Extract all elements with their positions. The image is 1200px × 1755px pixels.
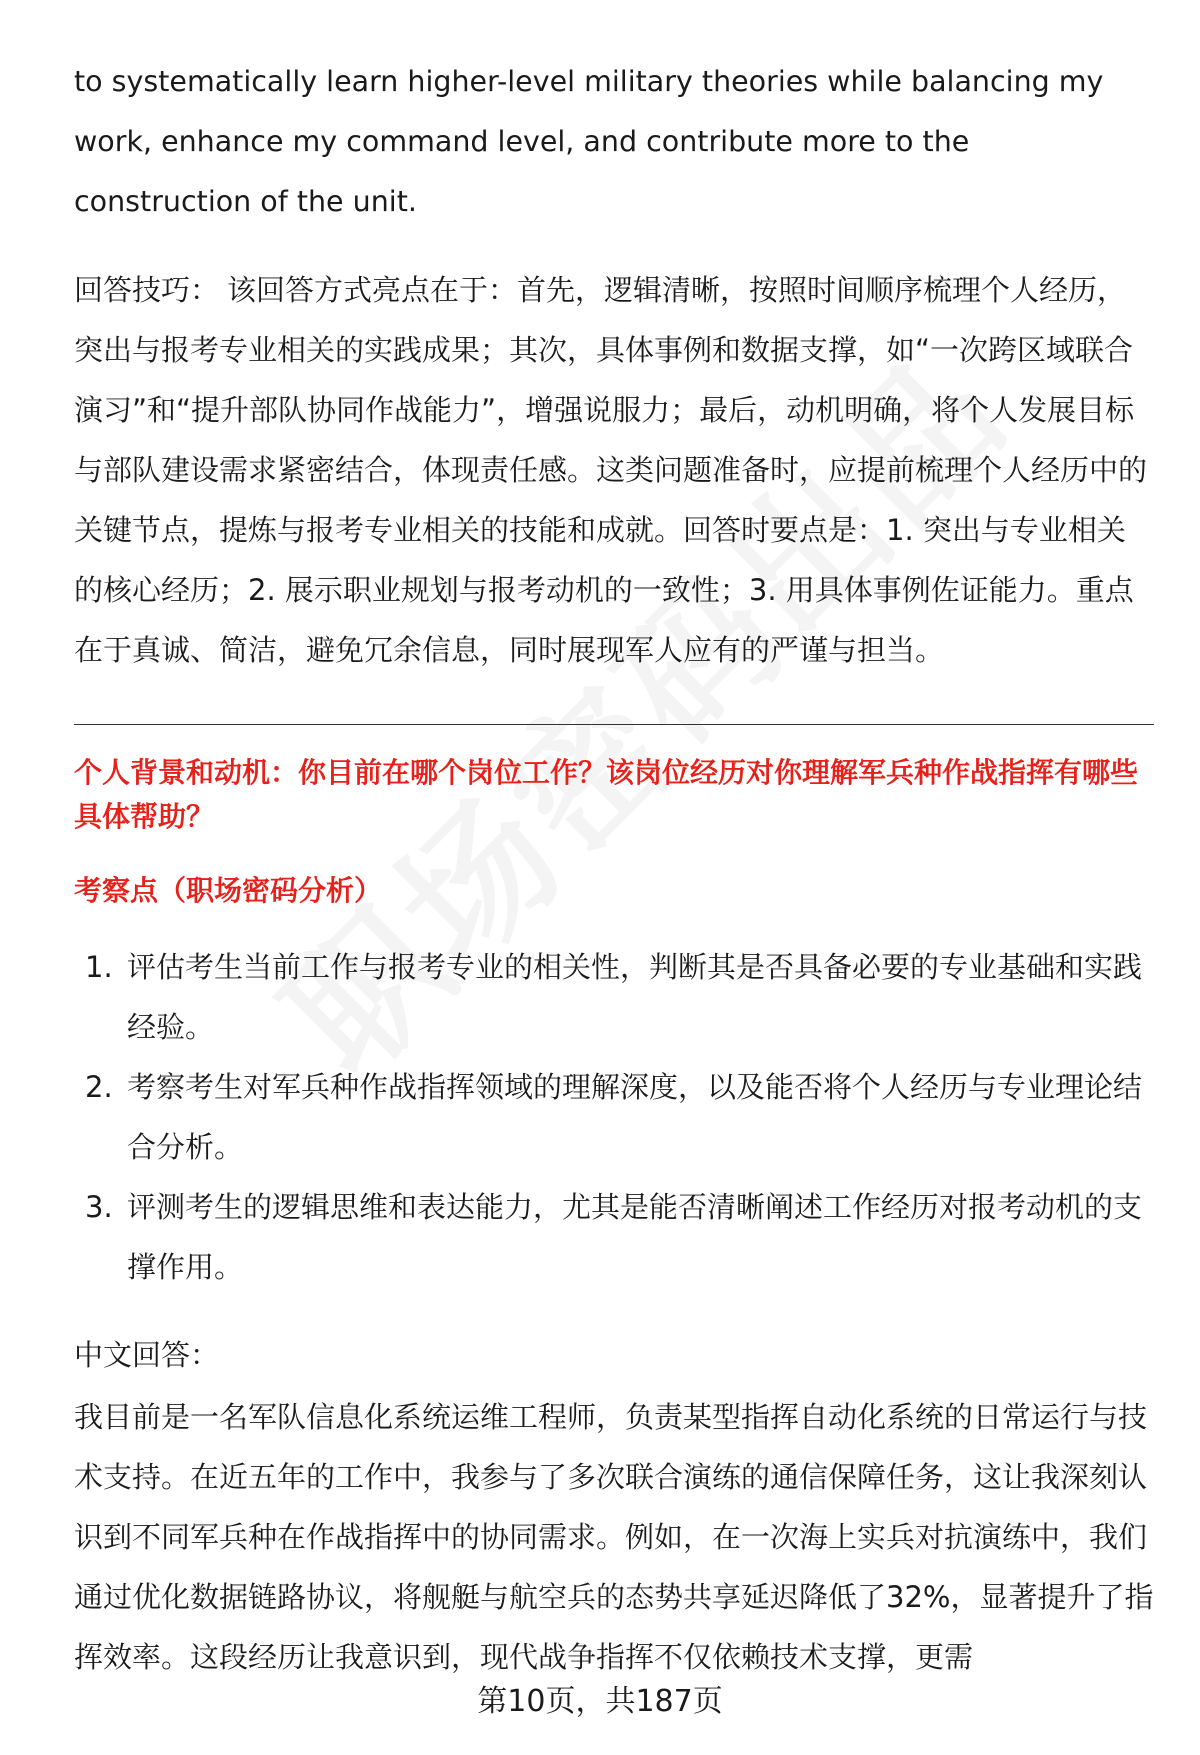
point-text: 评测考生的逻辑思维和表达能力，尤其是能否清晰阐述工作经历对报考动机的支撑作用。 bbox=[127, 1190, 1143, 1284]
point-text: 考察考生对军兵种作战指挥领域的理解深度，以及能否将个人经历与专业理论结合分析。 bbox=[127, 1070, 1143, 1164]
analysis-point bbox=[74, 937, 1154, 1057]
point-number: 1. bbox=[85, 950, 113, 984]
analysis-points-list bbox=[74, 937, 1154, 1297]
tips-label: 回答技巧： bbox=[74, 273, 220, 307]
analysis-point bbox=[74, 1177, 1154, 1297]
section-divider bbox=[74, 724, 1154, 725]
point-number: 2. bbox=[85, 1070, 113, 1104]
point-number: 3. bbox=[85, 1190, 113, 1224]
analysis-heading: 考察点（职场密码分析） bbox=[74, 874, 383, 907]
chinese-answer-text: 我目前是一名军队信息化系统运维工程师，负责某型指挥自动化系统的日常运行与技术支持。在近五年的工作中，我参与了多次联合演练的通信保障任务，这让我深刻认识到不同军兵种在作战指挥中的协同需求。例如，在一次海上实兵对抗演练中，我们通过优化数据链路协议，将舰艇与航空兵的态势共享延迟降低了32%，显著提升了指挥效率。这段经历让我意识到，现代战争指挥不仅依赖技术支撑，更需 bbox=[74, 1400, 1154, 1674]
english-answer-tail: to systematically learn higher-level military theories while balancing my work, enhance my command level, and contribute more to the construction of the unit. bbox=[74, 65, 1104, 218]
page-content bbox=[74, 52, 1154, 1687]
analysis-point bbox=[74, 1057, 1154, 1177]
question-heading: 个人背景和动机：你目前在哪个岗位工作？该岗位经历对你理解军兵种作战指挥有哪些具体帮助？ bbox=[74, 756, 1139, 833]
point-text: 评估考生当前工作与报考专业的相关性，判断其是否具备必要的专业基础和实践经验。 bbox=[127, 950, 1143, 1044]
answer-tips bbox=[74, 260, 1154, 680]
tips-text: 该回答方式亮点在于：首先，逻辑清晰，按照时间顺序梳理个人经历，突出与报考专业相关的实践成果；其次，具体事例和数据支撑，如“一次跨区域联合演习”和“提升部队协同作战能力”，增强说服力；最后，动机明确，将个人发展目标与部队建设需求紧密结合，体现责任感。这类问题准备时，应提前梳理个人经历中的关键节点，提炼与报考专业相关的技能和成就。回答时要点是：1. 突出与专业相关的核心经历；2. 展示职业规划与报考动机的一致性；3. 用具体事例佐证能力。重点在于真诚、简洁，避免冗余信息，同时展现军人应有的严谨与担当。 bbox=[74, 273, 1148, 667]
chinese-answer-label: 中文回答： bbox=[74, 1338, 220, 1372]
page-number: 第10页，共187页 bbox=[477, 1684, 723, 1719]
